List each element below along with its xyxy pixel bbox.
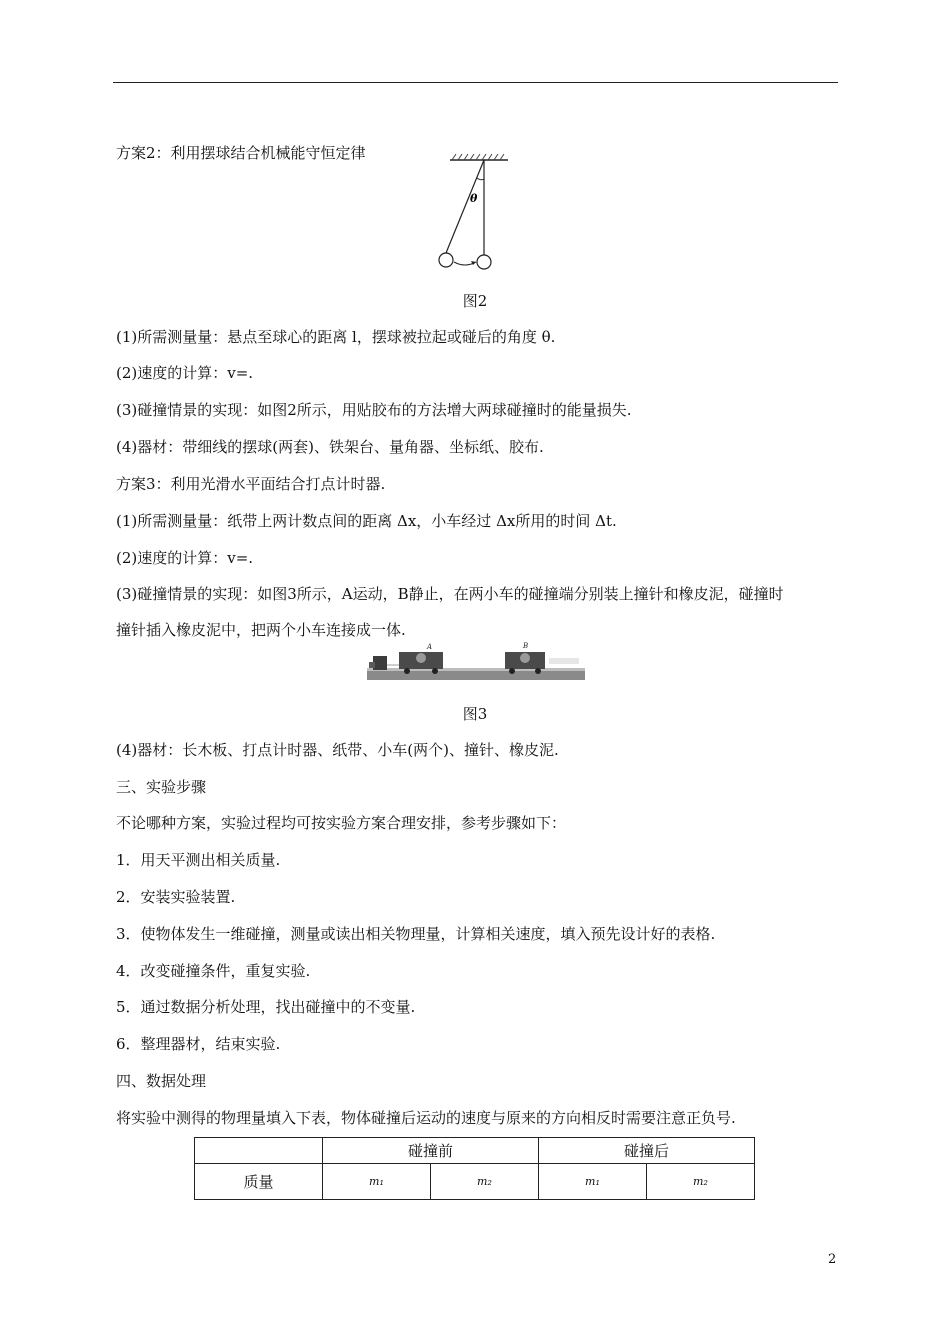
page-number: 2 (828, 1252, 837, 1267)
table-cell: m₂ (430, 1164, 538, 1200)
step-4: 4．改变碰撞条件，重复实验. (116, 962, 311, 980)
step-1: 1．用天平测出相关质量. (116, 851, 281, 869)
scheme3-item-3: (3)碰撞情景的实现：如图3所示，A运动，B静止，在两小车的碰撞端分别装上撞针和橡皮泥，碰撞时 (116, 585, 784, 603)
scheme2-item-3: (3)碰撞情景的实现：如图2所示，用贴胶布的方法增大两球碰撞时的能量损失. (116, 401, 632, 419)
section3-intro: 不论哪种方案，实验过程均可按实验方案合理安排，参考步骤如下： (116, 814, 567, 832)
figure-3-caption: 图3 (462, 705, 488, 723)
table-header-before: 碰撞前 (323, 1138, 539, 1164)
scheme3-item-3-cont: 撞针插入橡皮泥中，把两个小车连接成一体. (116, 621, 406, 639)
pendulum-figure (432, 152, 512, 277)
section3-heading: 三、实验步骤 (116, 778, 207, 796)
section4-heading: 四、数据处理 (116, 1072, 207, 1090)
angle-label: θ (470, 192, 478, 205)
scheme2-item-4: (4)器材：带细线的摆球(两套)、铁架台、量角器、坐标纸、胶布. (116, 438, 544, 456)
carts-figure (367, 640, 585, 682)
data-table (194, 1137, 755, 1200)
scheme3-title: 方案3：利用光滑水平面结合打点计时器. (116, 475, 386, 493)
step-6: 6．整理器材，结束实验. (116, 1035, 281, 1053)
table-header-after: 碰撞后 (538, 1138, 754, 1164)
step-3: 3．使物体发生一维碰撞，测量或读出相关物理量，计算相关速度，填入预先设计好的表格. (116, 925, 716, 943)
cart-a-label: A (427, 643, 433, 651)
figure-2-caption: 图2 (462, 292, 488, 310)
step-2: 2．安装实验装置. (116, 888, 236, 906)
table-cell: m₁ (323, 1164, 431, 1200)
scheme3-equipment: (4)器材：长木板、打点计时器、纸带、小车(两个)、撞针、橡皮泥. (116, 741, 559, 759)
scheme2-item-2: (2)速度的计算：v=. (116, 364, 254, 382)
step-5: 5．通过数据分析处理，找出碰撞中的不变量. (116, 998, 416, 1016)
table-cell: m₁ (538, 1164, 646, 1200)
scheme2-item-1: (1)所需测量量：悬点至球心的距离 l，摆球被拉起或碰后的角度 θ. (116, 328, 556, 346)
scheme2-title: 方案2：利用摆球结合机械能守恒定律 (116, 144, 366, 162)
table-corner (195, 1138, 323, 1164)
table-cell: m₂ (646, 1164, 754, 1200)
table-row-label-mass: 质量 (195, 1164, 323, 1200)
cart-b-label: B (523, 642, 529, 650)
scheme3-item-2: (2)速度的计算：v=. (116, 549, 254, 567)
header-rule (113, 82, 838, 83)
scheme3-item-1: (1)所需测量量：纸带上两计数点间的距离 Δx，小车经过 Δx所用的时间 Δt. (116, 512, 617, 530)
section4-intro: 将实验中测得的物理量填入下表，物体碰撞后运动的速度与原来的方向相反时需要注意正负号. (116, 1109, 736, 1127)
